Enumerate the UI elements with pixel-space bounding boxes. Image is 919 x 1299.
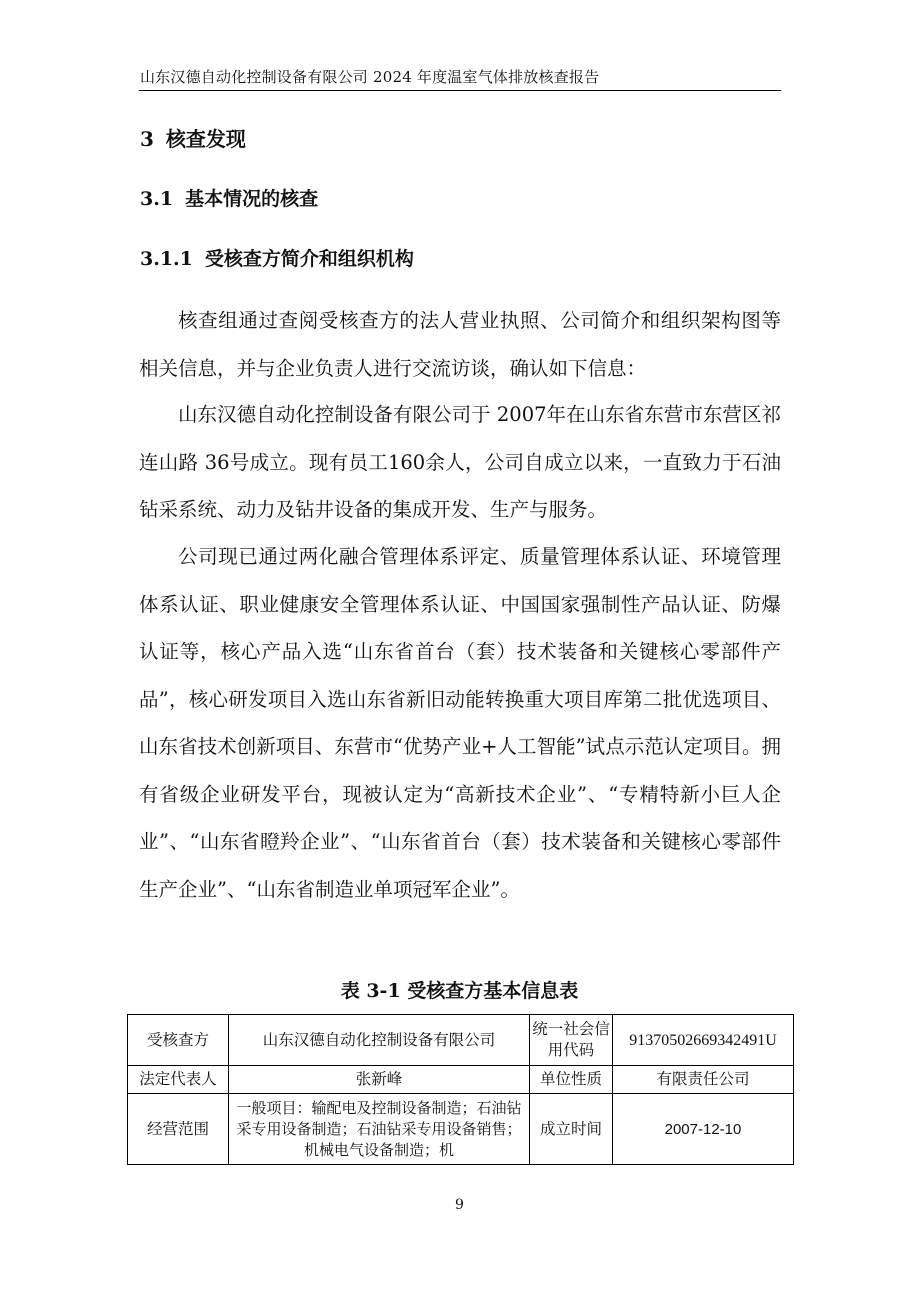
section-number: 3.1 [140,188,174,210]
section-number: 3 [140,127,154,151]
table-value-cell: 91370502669342491U [613,1015,794,1066]
section-title: 核查发现 [165,127,246,151]
table-label-cell: 受核查方 [128,1015,229,1066]
table-value-cell: 2007-12-10 [613,1094,794,1165]
section-title: 受核查方简介和组织机构 [204,248,414,270]
section-heading-3 [140,123,246,152]
table-caption: 表 3-1 受核查方基本信息表 [340,980,579,1002]
table-row [128,1015,794,1066]
section-title: 基本情况的核查 [185,188,319,210]
section-heading-3-1-1 [140,244,414,271]
table-label-cell: 成立时间 [530,1094,613,1165]
table-label-cell: 经营范围 [128,1094,229,1165]
table-value-cell: 山东汉德自动化控制设备有限公司 [229,1015,530,1066]
header-divider [139,90,781,91]
table-value-cell: 张新峰 [229,1066,530,1094]
paragraph-intro: 核查组通过查阅受核查方的法人营业执照、公司简介和组织架构图等相关信息，并与企业负责人进行交流访谈，确认如下信息： [139,309,781,380]
paragraph-certifications: 公司现已通过两化融合管理体系评定、质量管理体系认证、环境管理体系认证、职业健康安全管理体系认证、中国国家强制性产品认证、防爆认证等，核心产品入选“山东省首台（套）技术装备和关键核心零部件产品”，核心研发项目入选山东省新旧动能转换重大项目库第二批优选项目、山东省技术创新项目、东营市“优势产业+人工智能”试点示范认定项目。拥有省级企业研发平台，现被认定为“高新技术企业”、“专精特新小巨人企业”、“山东省瞪羚企业”、“山东省首台（套）技术装备和关键核心零部件生产企业”、“山东省制造业单项冠军企业”。 [139,545,781,901]
table-value-cell: 一般项目：输配电及控制设备制造；石油钻采专用设备制造；石油钻采专用设备销售；机械电气设备制造；机 [229,1094,530,1165]
section-heading-3-1 [140,184,318,211]
table-row [128,1066,794,1094]
section-number: 3.1.1 [140,248,193,270]
page-number: 9 [455,1197,464,1213]
table-label-cell: 法定代表人 [128,1066,229,1094]
table-row [128,1094,794,1165]
paragraph-company-overview: 山东汉德自动化控制设备有限公司于 2007年在山东省东营市东营区祁连山路 36号成立。现有员工160余人，公司自成立以来，一直致力于石油钻采系统、动力及钻井设备的集成开发、生产与服务。 [139,403,781,521]
running-header: 山东汉德自动化控制设备有限公司 2024 年度温室气体排放核查报告 [140,68,600,86]
table-label-cell: 单位性质 [530,1066,613,1094]
basic-info-table [127,1014,794,1165]
table-value-cell: 有限责任公司 [613,1066,794,1094]
table-label-cell: 统一社会信用代码 [530,1015,613,1066]
